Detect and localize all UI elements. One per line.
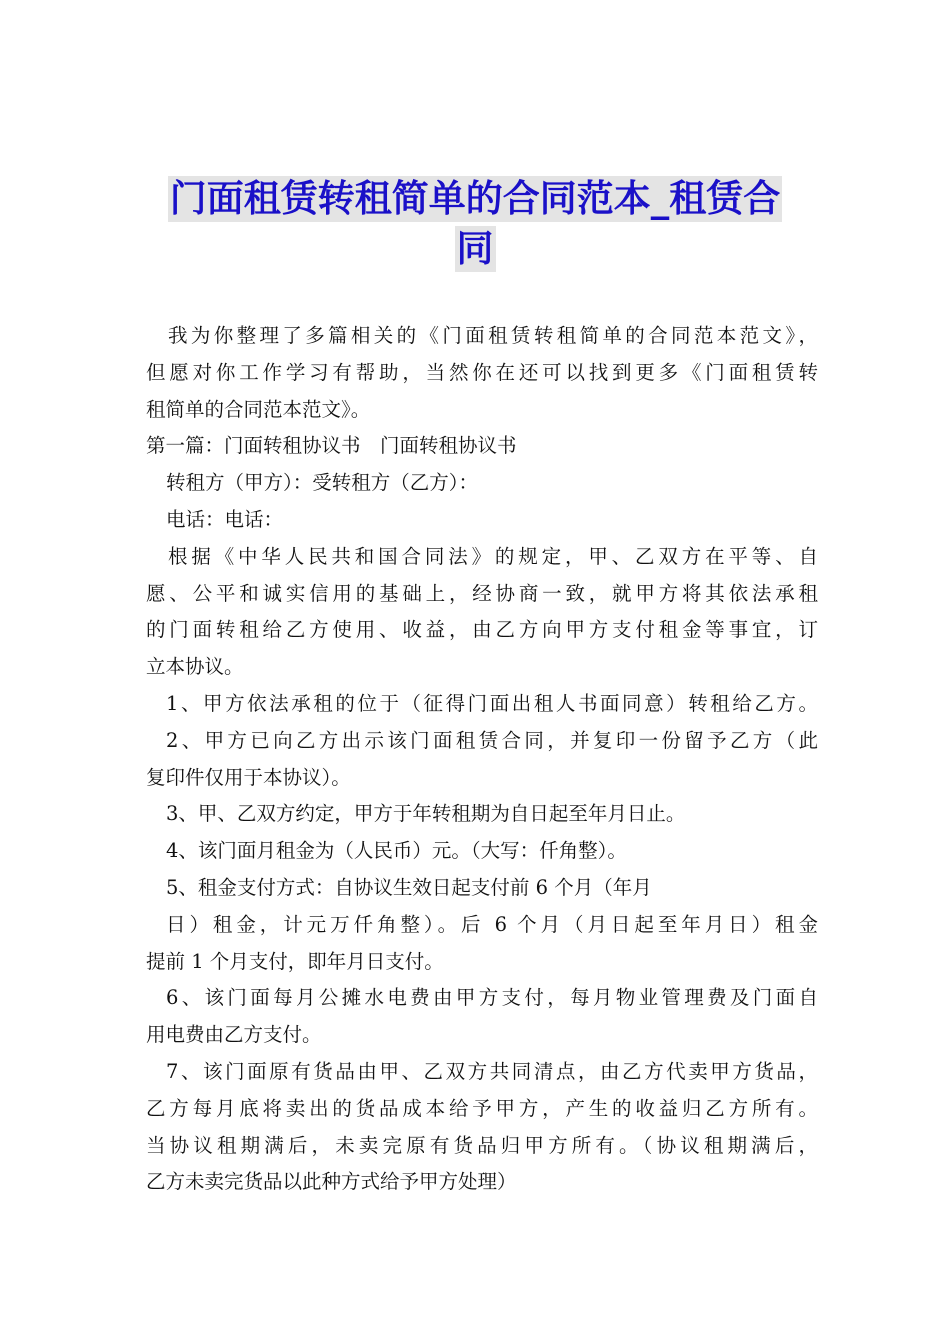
clause-line: 提前 1 个月支付，即年月日支付。	[146, 949, 444, 973]
paragraph-line: 愿、公平和诚实信用的基础上，经协商一致，就甲方将其依法承租	[146, 581, 818, 605]
section-heading: 第一篇：门面转租协议书 门面转租协议书	[146, 434, 517, 458]
clause-line: 乙方未卖完货品以此种方式给予甲方处理）	[146, 1170, 517, 1194]
title-line-2: 同	[456, 227, 494, 270]
title-line-1: 门面租赁转租简单的合同范本_租赁合	[169, 177, 781, 220]
paragraph-line: 电话：电话：	[166, 507, 284, 531]
clause-line: 当协议租期满后，未卖完原有货品归甲方所有。（协议租期满后，	[146, 1133, 818, 1157]
paragraph-line: 的门面转租给乙方使用、收益，由乙方向甲方支付租金等事宜，订	[146, 618, 818, 642]
clause-line: 用电费由乙方支付。	[146, 1023, 322, 1047]
clause-line: 乙方每月底将卖出的货品成本给予甲方，产生的收益归乙方所有。	[146, 1096, 818, 1120]
paragraph-line: 立本协议。	[146, 655, 244, 679]
document-body	[146, 318, 818, 1201]
clause-line: 日）租金，计元万仟角整）。后 6 个月（月日起至年月日）租金	[166, 912, 818, 936]
clause-line: 复印件仅用于本协议）。	[146, 765, 351, 789]
paragraph-line: 我为你整理了多篇相关的《门面租赁转租简单的合同范本范文》，	[168, 324, 818, 347]
paragraph-line: 转租方（甲方）：受转租方（乙方）：	[166, 471, 479, 495]
clause-line: 1、甲方依法承租的位于（征得门面出租人书面同意）转租给乙方。	[166, 691, 818, 715]
clause-line: 3、甲、乙双方约定，甲方于年转租期为自日起至年月日止。	[166, 802, 686, 826]
paragraph-line: 但愿对你工作学习有帮助，当然你在还可以找到更多《门面租赁转	[146, 360, 818, 384]
clause-line: 4、该门面月租金为（人民币）元。（大写：仟角整）。	[166, 839, 627, 863]
paragraph-line: 租简单的合同范本范文》。	[146, 397, 371, 421]
clause-line: 7、该门面原有货品由甲、乙双方共同清点，由乙方代卖甲方货品，	[166, 1059, 818, 1083]
clause-line: 6、该门面每月公摊水电费由甲方支付，每月物业管理费及门面自	[166, 986, 818, 1010]
document-title	[120, 176, 830, 276]
clause-line: 2、甲方已向乙方出示该门面租赁合同，并复印一份留予乙方（此	[166, 728, 818, 752]
clause-line: 5、租金支付方式：自协议生效日起支付前 6 个月（年月	[166, 875, 652, 899]
paragraph-line: 根据《中华人民共和国合同法》的规定，甲、乙双方在平等、自	[168, 544, 818, 568]
